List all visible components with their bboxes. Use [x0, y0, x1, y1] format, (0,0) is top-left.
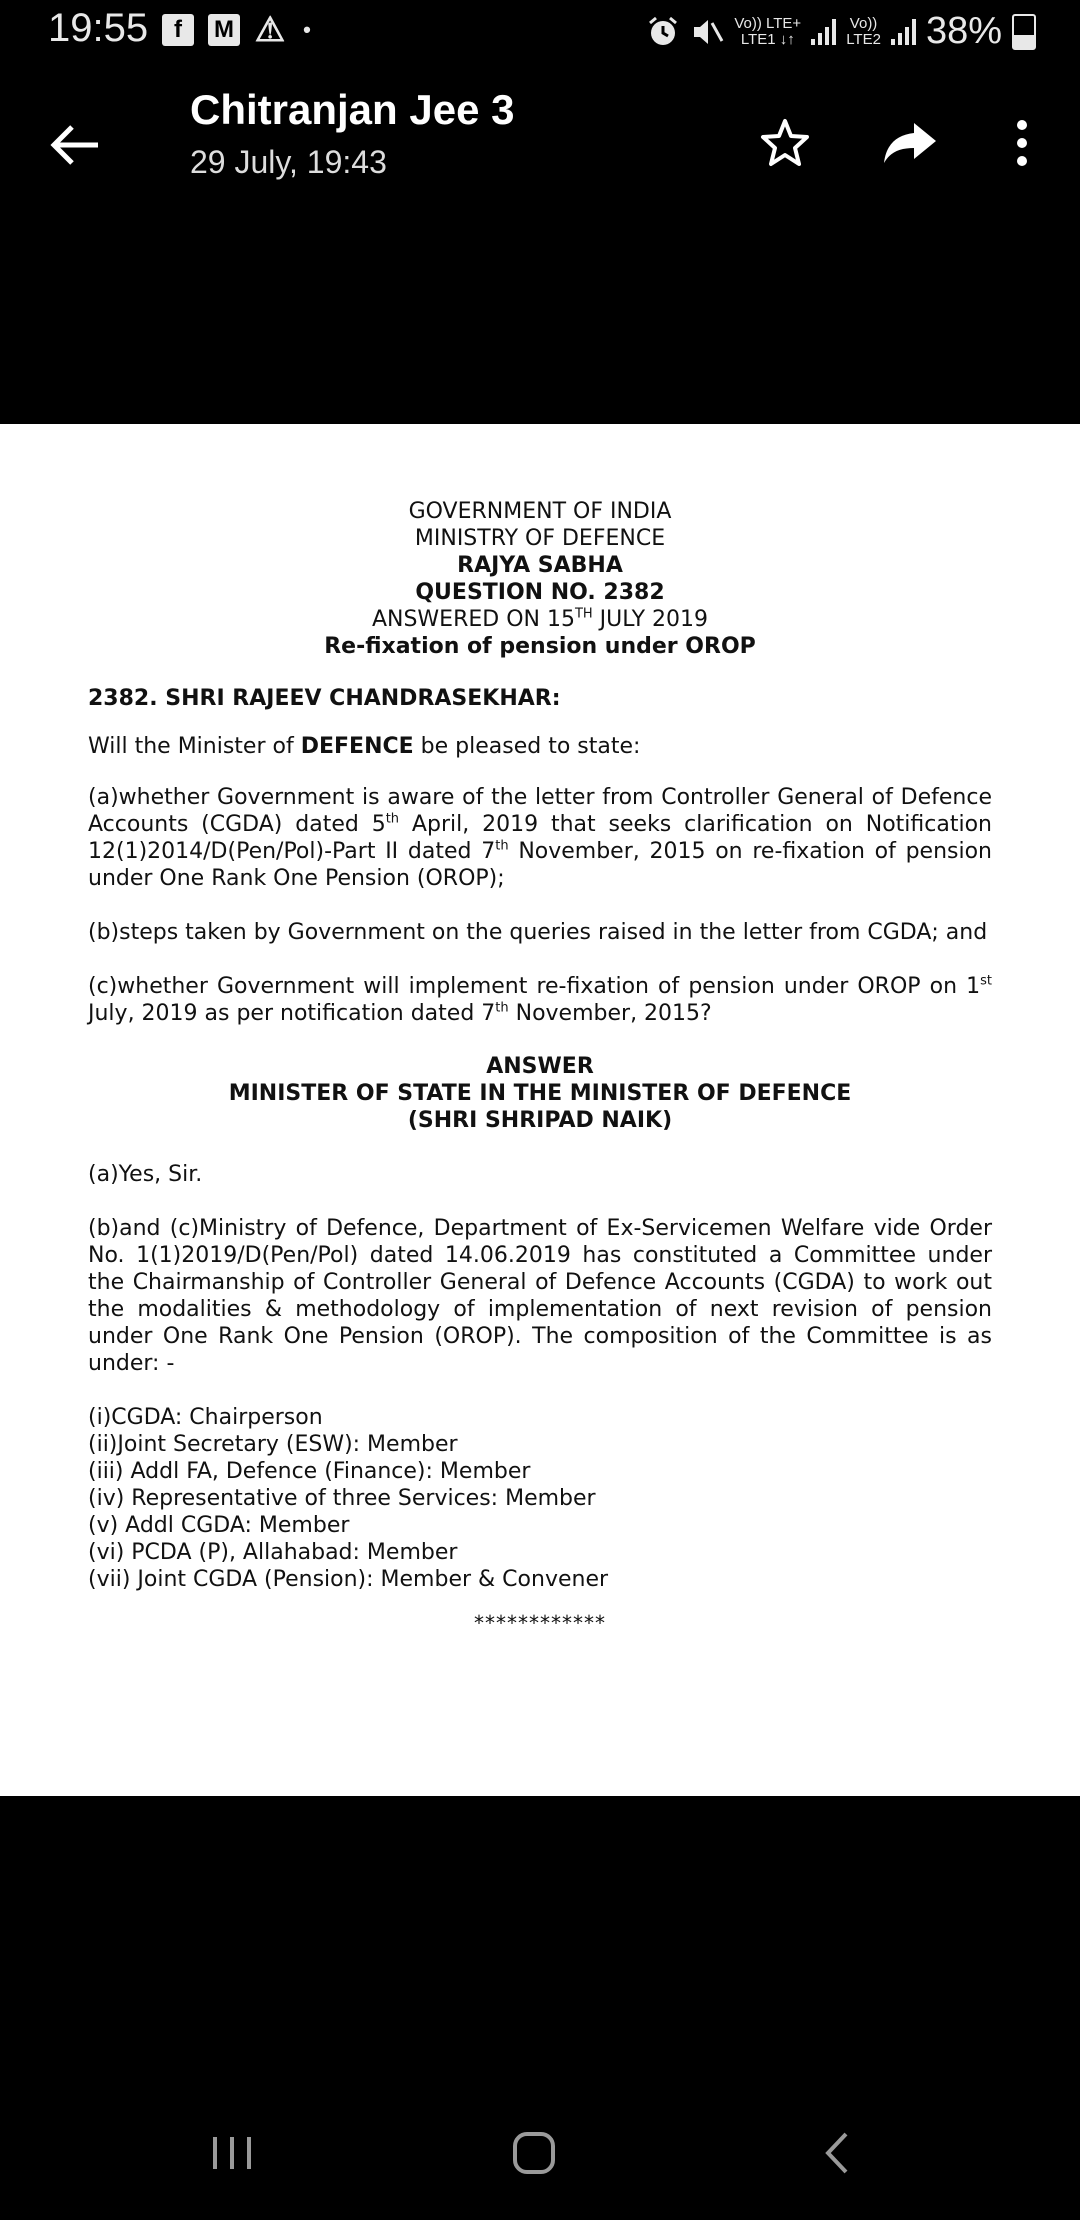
- question-heading: 2382. SHRI RAJEEV CHANDRASEKHAR:: [88, 686, 561, 711]
- committee-list: [88, 1404, 992, 1593]
- doc-line-gov: GOVERNMENT OF INDIA: [408, 499, 672, 524]
- star-icon: [757, 115, 813, 171]
- more-vertical-icon: [1012, 115, 1032, 171]
- notification-icons: [162, 11, 314, 49]
- signal-2-icon: [891, 19, 916, 45]
- answer-bc: (b)and (c)Ministry of Defence, Department of Ex-Servicemen Welfare vide Order No. 1(1)2019/D(Pen/Pol) dated 14.06.2019 has constituted a Committee under the Chairmanship of Controller General of Defence Accounts (CGDA) to work out the modalities & methodology of implementation of next revision of pension under One Rank One Pension (OROP). The composition of the Committee is as under: -: [88, 1216, 992, 1376]
- home-button[interactable]: [494, 2118, 574, 2188]
- facebook-icon: f: [162, 14, 194, 46]
- signal-1-icon: [811, 19, 836, 45]
- warning-icon: ⚠: [254, 11, 286, 49]
- list-item: (v) Addl CGDA: Member: [88, 1513, 350, 1538]
- doc-line-subject: Re-fixation of pension under OROP: [324, 634, 756, 659]
- battery-icon: [1012, 14, 1036, 50]
- question-b: (b)steps taken by Government on the queries raised in the letter from CGDA; and: [88, 920, 988, 945]
- list-item: (iii) Addl FA, Defence (Finance): Member: [88, 1459, 531, 1484]
- question-c: (c)whether Government will implement re-fixation of pension under OROP on 1st July, 2019 as per notification dated 7th November, 2015?: [88, 973, 992, 1026]
- star-button[interactable]: [750, 108, 820, 178]
- answer-title: ANSWER: [486, 1054, 594, 1079]
- share-button[interactable]: [875, 108, 945, 178]
- doc-line-question-no: QUESTION NO. 2382: [415, 580, 665, 605]
- answer-minister: MINISTER OF STATE IN THE MINISTER OF DEFENCE: [228, 1081, 852, 1106]
- recent-apps-button[interactable]: [192, 2118, 272, 2188]
- page-subtitle: 29 July, 19:43: [190, 144, 387, 180]
- answer-minister-name: (SHRI SHRIPAD NAIK): [407, 1108, 673, 1133]
- back-button[interactable]: [40, 110, 110, 180]
- page-title: Chitranjan Jee 3: [190, 86, 515, 133]
- end-stars: ************: [474, 1611, 606, 1635]
- home-icon: [509, 2128, 559, 2178]
- share-arrow-icon: [880, 115, 940, 171]
- question-intro: Will the Minister of DEFENCE be pleased to state:: [88, 734, 641, 759]
- arrow-left-icon: [40, 110, 110, 180]
- doc-line-rajya-sabha: RAJYA SABHA: [457, 553, 623, 578]
- doc-line-ministry: MINISTRY OF DEFENCE: [414, 526, 666, 551]
- app-bar: [0, 70, 1080, 210]
- status-bar: [0, 0, 1080, 64]
- status-right: [646, 10, 1036, 53]
- back-chevron-icon: [818, 2128, 858, 2178]
- lte1-label: Vo)) LTE+ LTE1 ↓↑: [734, 14, 802, 48]
- doc-line-answered-on: ANSWERED ON 15TH JULY 2019: [371, 606, 709, 632]
- more-options-button[interactable]: [987, 108, 1057, 178]
- doc-header: [88, 498, 992, 660]
- more-notifications-dot-icon: •: [303, 17, 311, 42]
- question-a: (a)whether Government is aware of the letter from Controller General of Defence Accounts (CGDA) dated 5th April, 2019 that seeks clarification on Notification 12(1)2014/D(Pen/Pol)-Part II dated 7th November, 2015 on re-fixation of pension under One Rank One Pension (OROP);: [88, 785, 992, 891]
- answer-header: [88, 1053, 992, 1134]
- navigation-bar: [0, 2090, 1080, 2220]
- title-block: [190, 86, 514, 181]
- list-item: (iv) Representative of three Services: Member: [88, 1486, 596, 1511]
- mute-icon: [690, 15, 724, 49]
- system-back-button[interactable]: [798, 2118, 878, 2188]
- lte2-label: Vo)) LTE2: [846, 14, 881, 48]
- document-image[interactable]: [0, 424, 1080, 1796]
- answer-a: (a)Yes, Sir.: [88, 1162, 203, 1187]
- list-item: (vi) PCDA (P), Allahabad: Member: [88, 1540, 458, 1565]
- alarm-icon: [646, 15, 680, 49]
- recent-apps-icon: [209, 2133, 255, 2173]
- status-time: 19:55: [48, 6, 149, 50]
- battery-percent: 38%: [925, 10, 1002, 52]
- gmail-icon: M: [208, 14, 240, 46]
- list-item: (i)CGDA: Chairperson: [88, 1405, 323, 1430]
- list-item: (ii)Joint Secretary (ESW): Member: [88, 1432, 458, 1457]
- list-item: (vii) Joint CGDA (Pension): Member & Convener: [88, 1567, 609, 1592]
